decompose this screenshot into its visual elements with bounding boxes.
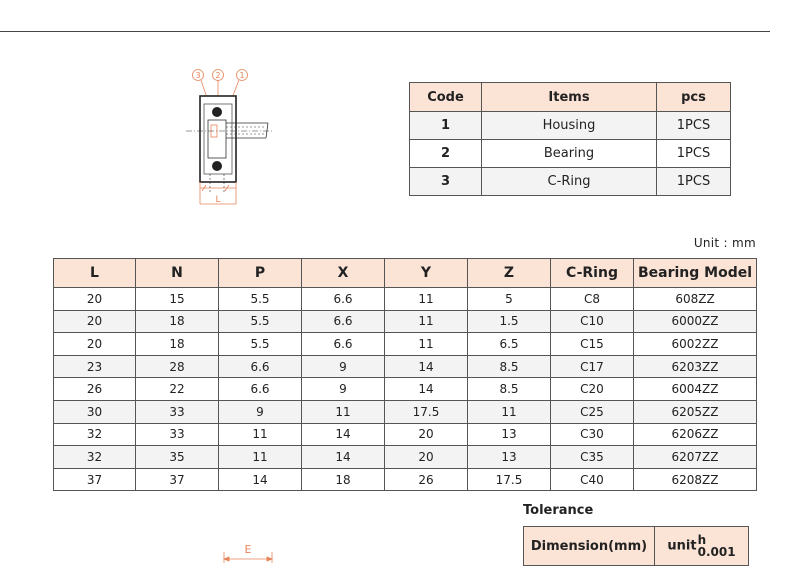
col-header: Code bbox=[410, 83, 482, 112]
table-cell: 37 bbox=[136, 468, 219, 491]
table-cell: 6208ZZ bbox=[634, 468, 757, 491]
table-cell: 18 bbox=[136, 333, 219, 356]
table-cell: 6002ZZ bbox=[634, 333, 757, 356]
table-cell: 11 bbox=[385, 310, 468, 333]
callout-3: 3 bbox=[195, 71, 201, 80]
unit-prefix: unit bbox=[667, 538, 697, 554]
col-header: Items bbox=[482, 83, 657, 112]
table-row bbox=[54, 310, 757, 333]
table-cell: 1 bbox=[410, 112, 482, 140]
table-cell: 18 bbox=[136, 310, 219, 333]
table-cell: 14 bbox=[302, 446, 385, 469]
table-row bbox=[54, 288, 757, 311]
dim-label-l: L bbox=[215, 195, 221, 205]
table-cell: 11 bbox=[385, 333, 468, 356]
table-cell: 6.6 bbox=[302, 333, 385, 356]
table-cell: 5 bbox=[468, 288, 551, 311]
table-cell: 5.5 bbox=[219, 310, 302, 333]
col-header: L bbox=[54, 259, 136, 288]
table-cell: 6207ZZ bbox=[634, 446, 757, 469]
table-row bbox=[54, 378, 757, 401]
table-cell: 6.6 bbox=[302, 310, 385, 333]
callout-2: 2 bbox=[215, 71, 221, 80]
table-cell: 9 bbox=[302, 355, 385, 378]
table-cell: 1.5 bbox=[468, 310, 551, 333]
table-cell: 37 bbox=[54, 468, 136, 491]
table-cell: 6000ZZ bbox=[634, 310, 757, 333]
spec-table bbox=[53, 258, 757, 491]
table-cell: 13 bbox=[468, 423, 551, 446]
table-cell: C25 bbox=[551, 400, 634, 423]
table-cell: Bearing bbox=[482, 140, 657, 168]
col-header: N bbox=[136, 259, 219, 288]
col-header: pcs bbox=[657, 83, 731, 112]
table-cell: 11 bbox=[219, 423, 302, 446]
table-cell: 17.5 bbox=[468, 468, 551, 491]
callout-1: 1 bbox=[239, 71, 245, 80]
table-row bbox=[54, 400, 757, 423]
tolerance-table bbox=[523, 526, 749, 566]
table-cell: 11 bbox=[219, 446, 302, 469]
table-cell: 6206ZZ bbox=[634, 423, 757, 446]
table-cell: 35 bbox=[136, 446, 219, 469]
dimension-e-diagram bbox=[218, 540, 278, 563]
table-cell: 8.5 bbox=[468, 355, 551, 378]
table-cell: C40 bbox=[551, 468, 634, 491]
table-cell: 3 bbox=[410, 168, 482, 196]
unit-label: Unit : mm bbox=[693, 236, 756, 250]
table-cell: 14 bbox=[302, 423, 385, 446]
table-cell: 8.5 bbox=[468, 378, 551, 401]
table-cell: 20 bbox=[385, 423, 468, 446]
table-header-row bbox=[410, 83, 731, 112]
table-cell: 11 bbox=[302, 400, 385, 423]
table-cell: 26 bbox=[54, 378, 136, 401]
table-cell: 14 bbox=[385, 378, 468, 401]
unit-super: h bbox=[697, 533, 707, 547]
table-cell: 28 bbox=[136, 355, 219, 378]
tolerance-unit bbox=[655, 527, 749, 566]
table-cell: C20 bbox=[551, 378, 634, 401]
table-cell: 6004ZZ bbox=[634, 378, 757, 401]
table-cell: 11 bbox=[468, 400, 551, 423]
table-cell: 26 bbox=[385, 468, 468, 491]
dimension-label: Dimension(mm) bbox=[524, 527, 655, 566]
table-cell: 20 bbox=[54, 310, 136, 333]
table-cell: Housing bbox=[482, 112, 657, 140]
table-cell: 9 bbox=[302, 378, 385, 401]
table-cell: C10 bbox=[551, 310, 634, 333]
table-cell: 13 bbox=[468, 446, 551, 469]
table-cell: 33 bbox=[136, 400, 219, 423]
assembly-diagram bbox=[180, 62, 280, 210]
table-row bbox=[54, 355, 757, 378]
table-row bbox=[410, 140, 731, 168]
table-cell: 20 bbox=[385, 446, 468, 469]
table-cell: 1PCS bbox=[657, 140, 731, 168]
table-cell: 5.5 bbox=[219, 333, 302, 356]
table-cell: 6205ZZ bbox=[634, 400, 757, 423]
table-row bbox=[410, 112, 731, 140]
table-cell: 6.6 bbox=[302, 288, 385, 311]
table-cell: 20 bbox=[54, 333, 136, 356]
table-cell: 1PCS bbox=[657, 168, 731, 196]
table-cell: 32 bbox=[54, 446, 136, 469]
table-cell: 6.6 bbox=[219, 355, 302, 378]
table-cell: 33 bbox=[136, 423, 219, 446]
parts-table bbox=[409, 82, 731, 196]
table-cell: C8 bbox=[551, 288, 634, 311]
table-cell: 15 bbox=[136, 288, 219, 311]
table-cell: 1PCS bbox=[657, 112, 731, 140]
table-cell: 2 bbox=[410, 140, 482, 168]
top-divider bbox=[0, 31, 770, 32]
table-cell: 17.5 bbox=[385, 400, 468, 423]
col-header: Z bbox=[468, 259, 551, 288]
table-cell: 23 bbox=[54, 355, 136, 378]
table-cell: 14 bbox=[385, 355, 468, 378]
table-cell: 6.5 bbox=[468, 333, 551, 356]
table-cell: C17 bbox=[551, 355, 634, 378]
table-cell: 14 bbox=[219, 468, 302, 491]
table-cell: 6.6 bbox=[219, 378, 302, 401]
col-header: C-Ring bbox=[551, 259, 634, 288]
col-header: Bearing Model bbox=[634, 259, 757, 288]
table-cell: 30 bbox=[54, 400, 136, 423]
table-cell: 9 bbox=[219, 400, 302, 423]
table-cell: C-Ring bbox=[482, 168, 657, 196]
table-cell: 18 bbox=[302, 468, 385, 491]
table-row bbox=[524, 527, 749, 566]
table-cell: C15 bbox=[551, 333, 634, 356]
col-header: Y bbox=[385, 259, 468, 288]
table-cell: 11 bbox=[385, 288, 468, 311]
table-cell: C35 bbox=[551, 446, 634, 469]
table-cell: 32 bbox=[54, 423, 136, 446]
table-cell: 20 bbox=[54, 288, 136, 311]
table-cell: 5.5 bbox=[219, 288, 302, 311]
col-header: X bbox=[302, 259, 385, 288]
table-row bbox=[410, 168, 731, 196]
table-row bbox=[54, 468, 757, 491]
col-header: P bbox=[219, 259, 302, 288]
table-header-row bbox=[54, 259, 757, 288]
table-row bbox=[54, 333, 757, 356]
dim-label-e: E bbox=[244, 543, 252, 556]
table-cell: 6203ZZ bbox=[634, 355, 757, 378]
unit-sub: 0.001 bbox=[697, 545, 736, 559]
table-row bbox=[54, 423, 757, 446]
table-cell: C30 bbox=[551, 423, 634, 446]
table-cell: 608ZZ bbox=[634, 288, 757, 311]
table-cell: 22 bbox=[136, 378, 219, 401]
table-row bbox=[54, 446, 757, 469]
tolerance-title: Tolerance bbox=[523, 503, 594, 518]
